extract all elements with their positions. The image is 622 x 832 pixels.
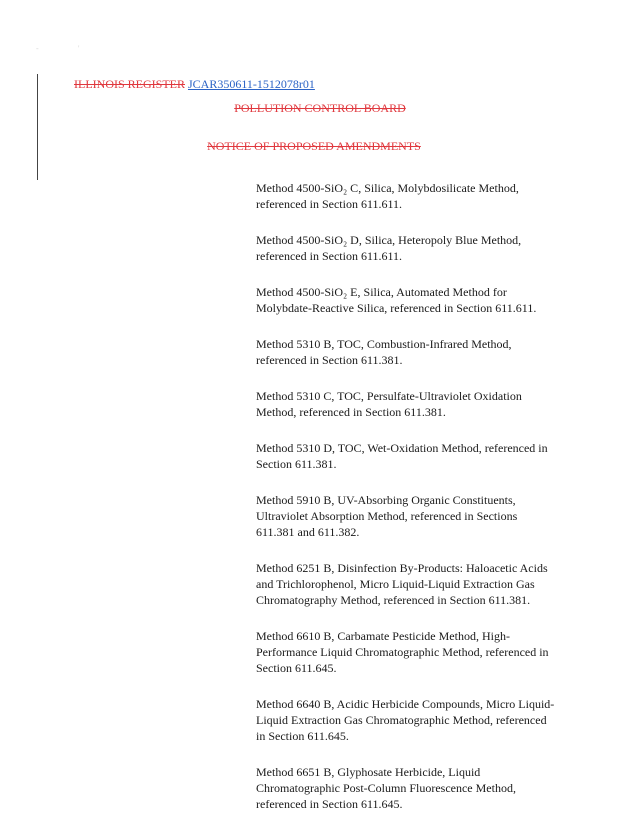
notice-heading xyxy=(0,139,622,154)
scan-mark: - xyxy=(36,44,39,53)
register-title: ILLINOIS REGISTER xyxy=(74,77,185,91)
document-header xyxy=(74,77,315,92)
jcar-code: JCAR350611-1512078r01 xyxy=(188,77,315,91)
scan-mark: ' xyxy=(78,44,80,53)
method-entry: Method 6640 B, Acidic Herbicide Compounds, Micro Liquid-Liquid Extraction Gas Chromatographic Method, referenced in Section 611.645. xyxy=(256,697,555,743)
method-entry: Method 5310 B, TOC, Combustion-Infrared Method, referenced in Section 611.381. xyxy=(256,337,512,367)
method-entry: Method 5310 C, TOC, Persulfate-Ultraviolet Oxidation Method, referenced in Section 611.381. xyxy=(256,389,522,419)
board-heading xyxy=(0,101,622,116)
method-entry: Method 4500-SiO₂ C, Silica, Molybdosilicate Method, referenced in Section 611.611. xyxy=(256,181,519,211)
board-title: POLLUTION CONTROL BOARD xyxy=(234,101,406,115)
revision-bar xyxy=(37,74,38,180)
method-entry: Method 6610 B, Carbamate Pesticide Method, High-Performance Liquid Chromatographic Method, referenced in Section 611.645. xyxy=(256,629,549,675)
method-entry: Method 5310 D, TOC, Wet-Oxidation Method, referenced in Section 611.381. xyxy=(256,441,548,471)
methods-list xyxy=(256,180,556,832)
method-entry: Method 4500-SiO₂ D, Silica, Heteropoly Blue Method, referenced in Section 611.611. xyxy=(256,233,522,263)
method-entry: Method 6251 B, Disinfection By-Products: Haloacetic Acids and Trichlorophenol, Micro Liquid-Liquid Extraction Gas Chromatography Method, referenced in Section 611.381. xyxy=(256,561,548,607)
method-entry: Method 4500-SiO₂ E, Silica, Automated Method for Molybdate-Reactive Silica, referenced in Section 611.611. xyxy=(256,285,537,315)
notice-title: NOTICE OF PROPOSED AMENDMENTS xyxy=(207,139,421,153)
method-entry: Method 6651 B, Glyphosate Herbicide, Liquid Chromatographic Post-Column Fluorescence Method, referenced in Section 611.645. xyxy=(256,765,516,811)
method-entry: Method 5910 B, UV-Absorbing Organic Constituents, Ultraviolet Absorption Method, referenced in Sections 611.381 and 611.382. xyxy=(256,493,518,539)
